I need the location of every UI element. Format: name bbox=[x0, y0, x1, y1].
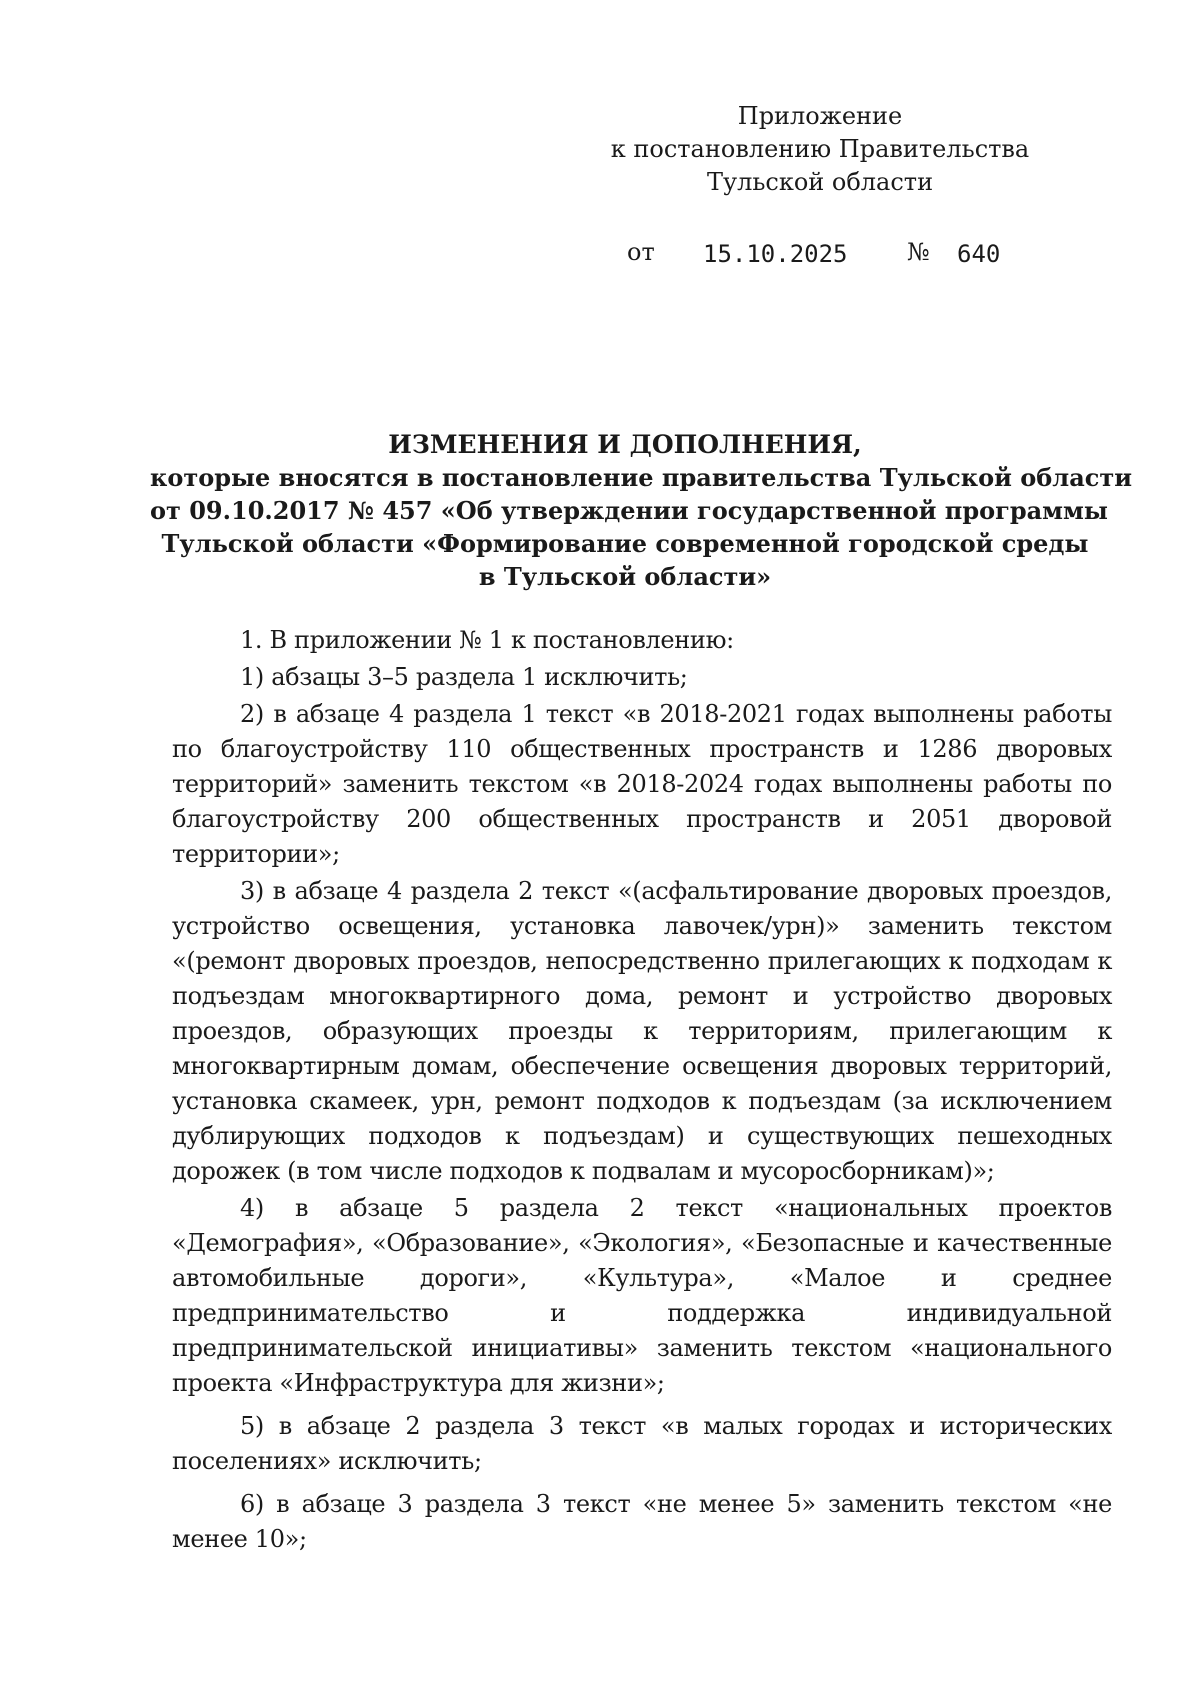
paragraph: 1) абзацы 3–5 раздела 1 исключить; bbox=[240, 663, 688, 691]
order-number: 640 bbox=[957, 240, 1001, 268]
document-title bbox=[150, 428, 1133, 593]
title-line: которые вносятся в постановление правительства Тульской области bbox=[150, 463, 1133, 492]
title-line: Тульской области «Формирование современной городской среды bbox=[161, 529, 1089, 558]
order-date-number bbox=[627, 238, 1047, 272]
paragraph: 6) в абзаце 3 раздела 3 текст «не менее 5» заменить текстом «не менее 10»; bbox=[172, 1490, 1112, 1553]
appendix-header bbox=[600, 100, 1040, 199]
appendix-line: к постановлению Правительства bbox=[610, 135, 1030, 163]
order-date: 15.10.2025 bbox=[703, 240, 848, 268]
title-main: ИЗМЕНЕНИЯ И ДОПОЛНЕНИЯ, bbox=[388, 430, 862, 459]
appendix-line: Тульской области bbox=[706, 168, 934, 196]
document-body bbox=[172, 623, 1112, 1559]
number-label: № bbox=[907, 238, 930, 266]
paragraph: 3) в абзаце 4 раздела 2 текст «(асфальтирование дворовых проездов, устройство освещения, установка лавочек/урн)» заменить текстом «(ремонт дворовых проездов, непосредственно прилегающих к подходам к подъездам многоквартирного дома, ремонт и устройство дворовых проездов, образующих проезды к территориям, прилегающим к многоквартирным домам, обеспечение освещения дворовых территорий, установка скамеек, урн, ремонт подходов к подъездам (за исключением дублирующих подходов к подъездам) и существующих пешеходных дорожек (в том числе подходов к подвалам и мусоросборникам)»; bbox=[172, 877, 1112, 1185]
paragraph: 2) в абзаце 4 раздела 1 текст «в 2018-2021 годах выполнены работы по благоустройству 110 общественных пространств и 1286 дворовых территорий» заменить текстом «в 2018-2024 годах выполнены работы по благоустройству 200 общественных пространств и 2051 дворовой территории»; bbox=[172, 700, 1112, 868]
paragraph: 1. В приложении № 1 к постановлению: bbox=[240, 626, 734, 654]
appendix-line: Приложение bbox=[737, 102, 903, 130]
title-line: в Тульской области» bbox=[478, 562, 772, 591]
paragraph: 4) в абзаце 5 раздела 2 текст «национальных проектов «Демография», «Образование», «Экология», «Безопасные и качественные автомобильные дороги», «Культура», «Малое и среднее предпринимательство и поддержка индивидуальной предпринимательской инициативы» заменить текстом «национального проекта «Инфраструктура для жизни»; bbox=[172, 1194, 1112, 1397]
ot-label: от bbox=[627, 238, 655, 266]
title-line: от 09.10.2017 № 457 «Об утверждении государственной программы bbox=[150, 496, 1108, 525]
paragraph: 5) в абзаце 2 раздела 3 текст «в малых городах и исторических поселениях» исключить; bbox=[172, 1412, 1112, 1475]
